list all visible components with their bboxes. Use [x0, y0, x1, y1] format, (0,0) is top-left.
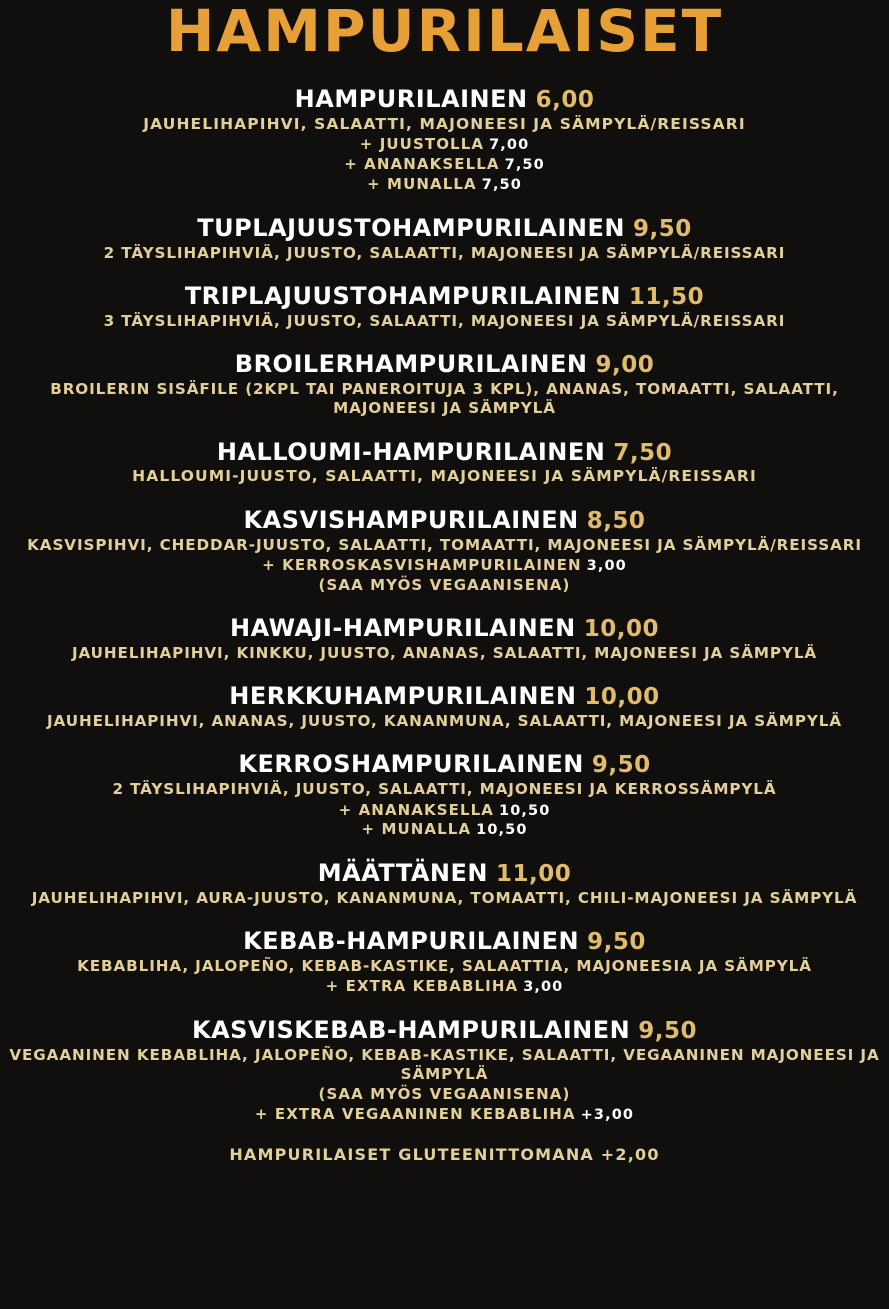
menu-item-heading: [0, 860, 889, 888]
menu-item-name: KASVISKEBAB-HAMPURILAINEN: [191, 1016, 631, 1045]
menu-item-description: JAUHELIHAPIHVI, KINKKU, JUUSTO, ANANAS, SALAATTI, MAJONEESI JA SÄMPYLÄ: [71, 643, 818, 662]
menu-item-name: TUPLAJUUSTOHAMPURILAINEN: [197, 213, 625, 242]
menu-item-description: 3 TÄYSLIHAPIHVIÄ, JUUSTO, SALAATTI, MAJONEESI JA SÄMPYLÄ/REISSARI: [103, 311, 786, 330]
addon-label: + EXTRA VEGAANINEN KEBABLIHA: [254, 1105, 576, 1124]
addon-price: 7,00: [489, 137, 530, 154]
menu-item-description: KASVISPIHVI, CHEDDAR-JUUSTO, SALAATTI, TOMAATTI, MAJONEESI JA SÄMPYLÄ/REISSARI: [27, 535, 862, 554]
menu-item-price: 6,00: [535, 87, 595, 113]
addon-label: + MUNALLA: [367, 175, 477, 194]
menu-item-price: 9,00: [595, 352, 655, 379]
menu-item: [0, 351, 889, 419]
menu-item-price: 10,00: [583, 616, 660, 643]
addon-label: + EXTRA KEBABLIHA: [325, 977, 519, 996]
menu-item-name: HAMPURILAINEN: [294, 85, 528, 113]
addon-price: 3,00: [586, 558, 627, 575]
menu-item-heading: [0, 615, 889, 643]
menu-item-heading: [0, 351, 889, 379]
addon-price: 10,50: [476, 822, 528, 839]
menu-item-description: VEGAANINEN KEBABLIHA, JALOPEÑO, KEBAB-KASTIKE, SALAATTI, VEGAANINEN MAJONEESI JA SÄMPYLÄ: [9, 1045, 880, 1084]
addon-price: 7,50: [481, 177, 522, 194]
menu-item: [0, 439, 889, 487]
addon-price: 3,00: [523, 979, 564, 996]
addon-label: + JUUSTOLLA: [359, 135, 485, 154]
menu-item-heading: [0, 683, 889, 711]
menu-item-price: 11,50: [628, 284, 705, 310]
menu-item-addons: [0, 1105, 889, 1125]
menu-item-heading: [0, 283, 889, 311]
menu-item-addons: [0, 556, 889, 576]
menu-item-heading: [0, 751, 889, 779]
menu-item-addon: [0, 820, 889, 840]
menu-item-description: BROILERIN SISÄFILE (2KPL TAI PANEROITUJA 3 KPL), ANANAS, TOMAATTI, SALAATTI, MAJONEESI JA SÄMPYLÄ: [50, 379, 839, 418]
menu-item-description: HALLOUMI-JUUSTO, SALAATTI, MAJONEESI JA SÄMPYLÄ/REISSARI: [132, 467, 757, 486]
menu-item-name: HALLOUMI-HAMPURILAINEN: [216, 437, 606, 466]
menu-items-list: [0, 86, 889, 1125]
menu-item-note: (SAA MYÖS VEGAANISENA): [318, 575, 571, 594]
menu-item-description: JAUHELIHAPIHVI, ANANAS, JUUSTO, KANANMUNA, SALAATTI, MAJONEESI JA SÄMPYLÄ: [47, 712, 842, 730]
menu-item-name: KERROSHAMPURILAINEN: [238, 750, 584, 779]
menu-item-addon: [0, 801, 889, 821]
menu-item: [0, 86, 889, 195]
menu-item-name: TRIPLAJUUSTOHAMPURILAINEN: [184, 282, 621, 310]
menu-item-addons: [0, 135, 889, 195]
menu-item-name: MÄÄTTÄNEN: [317, 859, 488, 888]
page-title: HAMPURILAISET: [165, 0, 724, 65]
addon-price: 10,50: [499, 802, 551, 819]
menu-item-addon: [0, 155, 889, 175]
menu-item-price: 11,00: [495, 861, 572, 888]
menu-item: [0, 683, 889, 731]
menu-item-addons: [0, 801, 889, 841]
menu-item-price: 8,50: [586, 507, 646, 534]
menu-item-price: 9,50: [591, 752, 651, 779]
menu-item-name: BROILERHAMPURILAINEN: [234, 350, 588, 379]
menu-item-price: 10,00: [584, 684, 660, 711]
menu-item-heading: [0, 215, 889, 243]
menu-item-description: KEBABLIHA, JALOPEÑO, KEBAB-KASTIKE, SALAATTIA, MAJONEESIA JA SÄMPYLÄ: [77, 956, 812, 975]
menu-item-name: HAWAJI-HAMPURILAINEN: [229, 614, 576, 643]
menu-item-addons: [0, 977, 889, 997]
menu-item: [0, 283, 889, 331]
menu-item: [0, 1017, 889, 1125]
addon-price: 7,50: [504, 157, 545, 174]
addon-label: + KERROSKASVISHAMPURILAINEN: [262, 556, 582, 575]
menu-item-price: 9,50: [638, 1018, 697, 1045]
menu-item-heading: [0, 86, 889, 114]
addon-label: + ANANAKSELLA: [344, 155, 500, 174]
menu-item-heading: [0, 928, 889, 956]
menu-item-price: 7,50: [613, 439, 673, 466]
menu-item-price: 9,50: [587, 929, 646, 956]
menu-item-description: 2 TÄYSLIHAPIHVIÄ, JUUSTO, SALAATTI, MAJONEESI JA SÄMPYLÄ/REISSARI: [103, 243, 786, 262]
addon-label: + ANANAKSELLA: [338, 800, 495, 819]
menu-item-heading: [0, 1017, 889, 1045]
menu-item-heading: [0, 439, 889, 467]
menu-item-description: JAUHELIHAPIHVI, AURA-JUUSTO, KANANMUNA, TOMAATTI, CHILI-MAJONEESI JA SÄMPYLÄ: [31, 888, 858, 907]
menu-item-addon: [0, 556, 889, 576]
menu-item-price: 9,50: [632, 215, 692, 242]
menu-item-heading: [0, 507, 889, 535]
menu-item-description: JAUHELIHAPIHVI, SALAATTI, MAJONEESI JA SÄMPYLÄ/REISSARI: [143, 114, 746, 133]
menu-item-note: (SAA MYÖS VEGAANISENA): [318, 1084, 571, 1103]
menu-item: [0, 751, 889, 840]
menu-item-addon: [0, 175, 889, 195]
menu-item-addon: [0, 1105, 889, 1125]
gluten-free-note: HAMPURILAISET GLUTEENITTOMANA +2,00: [229, 1144, 660, 1164]
menu-item: [0, 860, 889, 908]
menu-item: [0, 615, 889, 663]
menu-item-addon: [0, 977, 889, 997]
menu-item-addon: [0, 135, 889, 155]
addon-price: +3,00: [580, 1107, 635, 1124]
menu-item-description: 2 TÄYSLIHAPIHVIÄ, JUUSTO, SALAATTI, MAJONEESI JA KERROSSÄMPYLÄ: [112, 780, 777, 799]
menu-item-name: KEBAB-HAMPURILAINEN: [243, 927, 580, 956]
menu-item: [0, 215, 889, 263]
menu-item-name: KASVISHAMPURILAINEN: [243, 505, 579, 534]
menu-item-name: HERKKUHAMPURILAINEN: [229, 682, 577, 711]
menu-item: [0, 928, 889, 997]
addon-label: + MUNALLA: [361, 820, 472, 839]
menu-item: [0, 507, 889, 595]
